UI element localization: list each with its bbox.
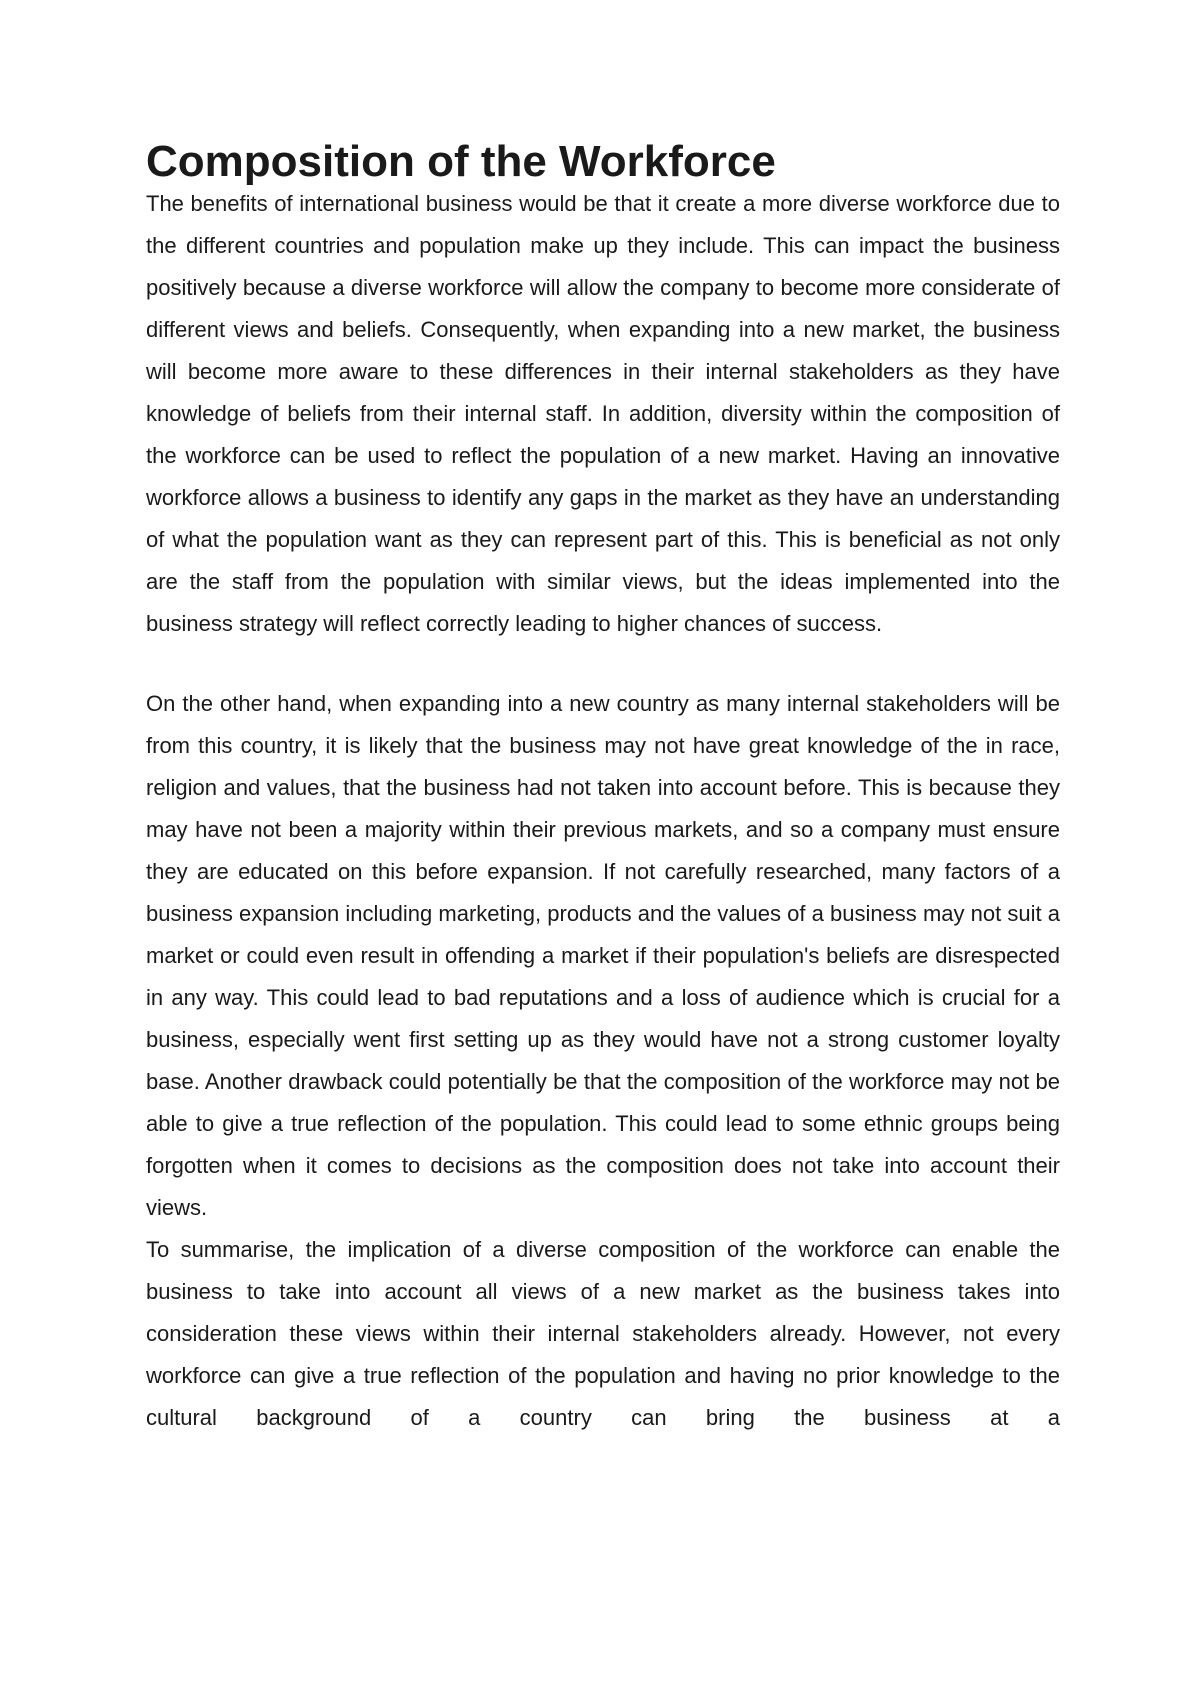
section-heading: Composition of the Workforce xyxy=(146,137,776,186)
paragraph-benefits: The benefits of international business would be that it create a more diverse workforce due to the different countries and population make up they include. This can impact the business positively because a diverse workforce will allow the company to become more considerate of different views and beliefs. Consequently, when expanding into a new market, the business will become more aware to these differences in their internal stakeholders as they have knowledge of beliefs from their internal staff. In addition, diversity within the composition of the workforce can be used to reflect the population of a new market. Having an innovative workforce allows a business to identify any gaps in the market as they have an understanding of what the population want as they can represent part of this. This is beneficial as not only are the staff from the population with similar views, but the ideas implemented into the business strategy will reflect correctly leading to higher chances of success. xyxy=(146,191,1060,636)
document-body xyxy=(146,137,1060,1439)
paragraph-drawbacks: On the other hand, when expanding into a new country as many internal stakeholders will be from this country, it is likely that the business may not have great knowledge of the in race, religion and values, that the business had not taken into account before. This is because they may have not been a majority within their previous markets, and so a company must ensure they are educated on this before expansion. If not carefully researched, many factors of a business expansion including marketing, products and the values of a business may not suit a market or could even result in offending a market if their population's beliefs are disrespected in any way. This could lead to bad reputations and a loss of audience which is crucial for a business, especially went first setting up as they would have not a strong customer loyalty base. Another drawback could potentially be that the composition of the workforce may not be able to give a true reflection of the population. This could lead to some ethnic groups being forgotten when it comes to decisions as the composition does not take into account their views. xyxy=(146,691,1060,1220)
paragraph-summary: To summarise, the implication of a diverse composition of the workforce can enable the business to take into account all views of a new market as the business takes into consideration these views within their internal stakeholders already. However, not every workforce can give a true reflection of the population and having no prior knowledge to the cultural background of a country can bring the business at a xyxy=(146,1237,1060,1430)
